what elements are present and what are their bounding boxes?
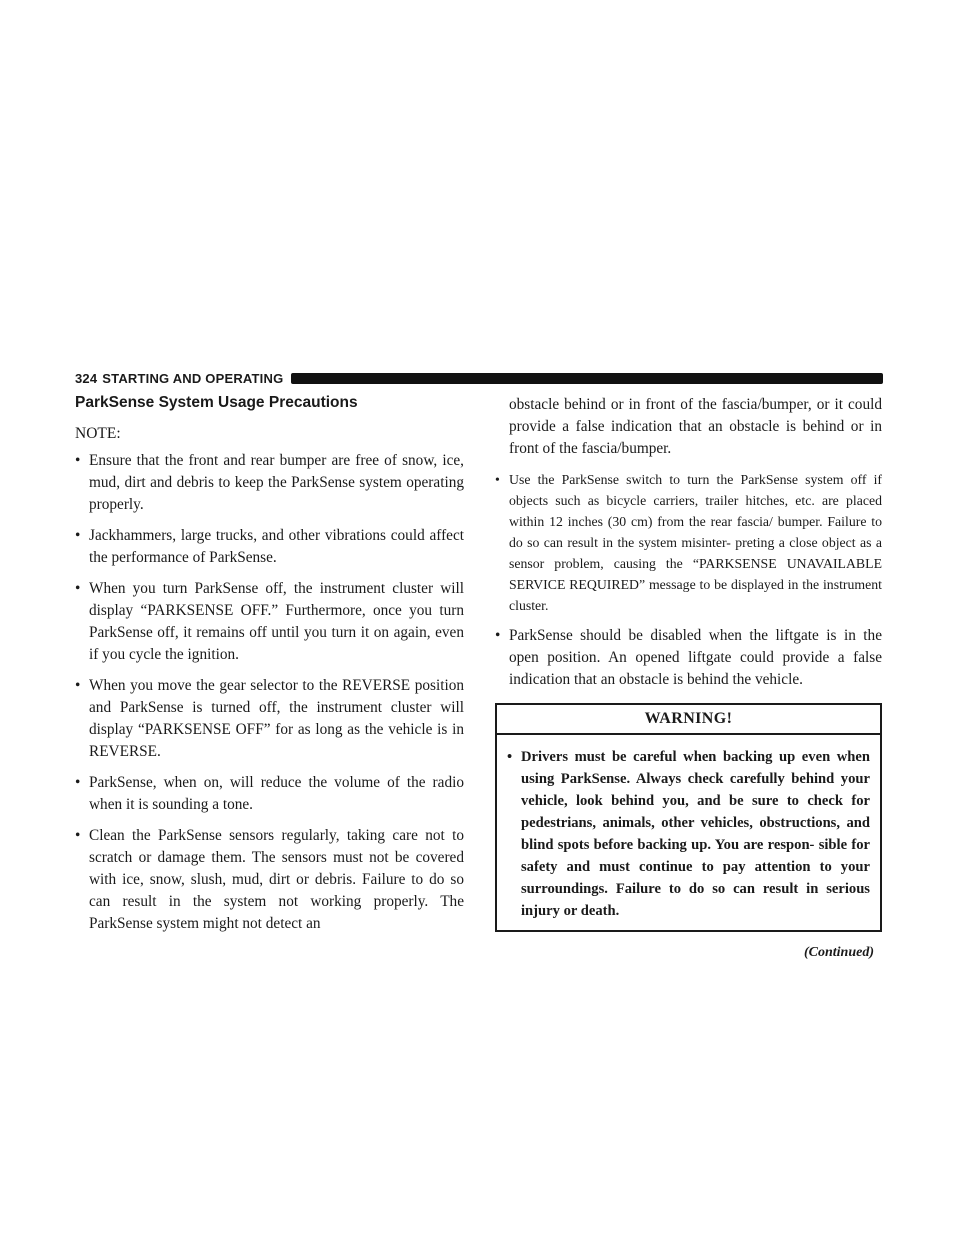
bullet-icon: •	[75, 580, 81, 597]
left-column	[75, 394, 464, 944]
right-column	[495, 394, 882, 964]
list-item-text: Jackhammers, large trucks, and other vibrations could affect the performance of ParkSense.	[89, 527, 464, 566]
bullet-icon: •	[495, 472, 500, 487]
list-item	[75, 772, 464, 816]
bullet-icon: •	[507, 749, 513, 765]
list-item	[495, 625, 882, 691]
section-name: STARTING AND OPERATING	[102, 370, 284, 386]
note-label: NOTE:	[75, 425, 121, 442]
list-item-text: Drivers must be careful when backing up even when using ParkSense. Always check carefully behind your vehicle, look behind you, and be sure to check for pedestrians, animals, other vehicles, obstructions, and blind spots before backing up. You are respon- sible for safety and must continue to pay attention to your surroundings. Failure to do so can result in serious injury or death.	[521, 749, 870, 919]
list-item	[75, 525, 464, 569]
bullet-icon: •	[75, 677, 81, 694]
page-header	[75, 370, 883, 386]
bullet-icon: •	[75, 527, 81, 544]
continued-label: (Continued)	[803, 945, 874, 960]
warning-heading: WARNING!	[497, 705, 880, 735]
bullet-icon: •	[495, 627, 501, 644]
list-item	[495, 469, 882, 616]
bullet-icon: •	[75, 827, 81, 844]
list-item-text: Use the ParkSense switch to turn the ParkSense system off if objects such as bicycle carriers, trailer hitches, etc. are placed within 12 inches (30 cm) from the rear fascia/ bumper. Failure to do so can result in the system misinter- preting a close object as a sensor problem, causing the “PARKSENSE UNAVAILABLE SERVICE REQUIRED” message to be displayed in the instrument cluster.	[509, 472, 882, 613]
list-item-text: Clean the ParkSense sensors regularly, taking care not to scratch or damage them. The sensors must not be covered with ice, snow, slush, mud, dirt or debris. Failure to do so can result in the system not working properly. The ParkSense system might not detect an	[89, 827, 464, 932]
list-item-text: ParkSense should be disabled when the liftgate is in the open position. An opened liftgate could provide a false indication that an obstacle is behind the vehicle.	[509, 627, 882, 688]
list-item	[507, 746, 870, 922]
note-bullet-list	[75, 450, 464, 935]
list-item	[75, 825, 464, 935]
list-item-text: When you turn ParkSense off, the instrument cluster will display “PARKSENSE OFF.” Furthermore, once you turn ParkSense off, it remains off until you turn it on again, even if you cycle the ignition.	[89, 580, 464, 663]
list-item	[75, 675, 464, 763]
continued-paragraph: obstacle behind or in front of the fascia/bumper, or it could provide a false indication that an obstacle is behind or in front of the fascia/bumper.	[509, 396, 882, 457]
bullet-icon: •	[75, 452, 81, 469]
warning-box	[495, 703, 882, 932]
list-item	[75, 578, 464, 666]
section-title: ParkSense System Usage Precautions	[75, 394, 358, 411]
page-number: 324	[75, 370, 98, 386]
note-bullet-list-continued	[495, 469, 882, 691]
list-item-text: Ensure that the front and rear bumper are free of snow, ice, mud, dirt and debris to keep the ParkSense system operating properly.	[89, 452, 464, 513]
list-item	[75, 450, 464, 516]
header-rule	[291, 373, 883, 384]
list-item-text: ParkSense, when on, will reduce the volume of the radio when it is sounding a tone.	[89, 774, 464, 813]
bullet-icon: •	[75, 774, 81, 791]
list-item-text: When you move the gear selector to the REVERSE position and ParkSense is turned off, the instrument cluster will display “PARKSENSE OFF” for as long as the vehicle is in REVERSE.	[89, 677, 464, 760]
warning-bullet-list	[507, 746, 870, 922]
warning-body	[497, 735, 880, 930]
